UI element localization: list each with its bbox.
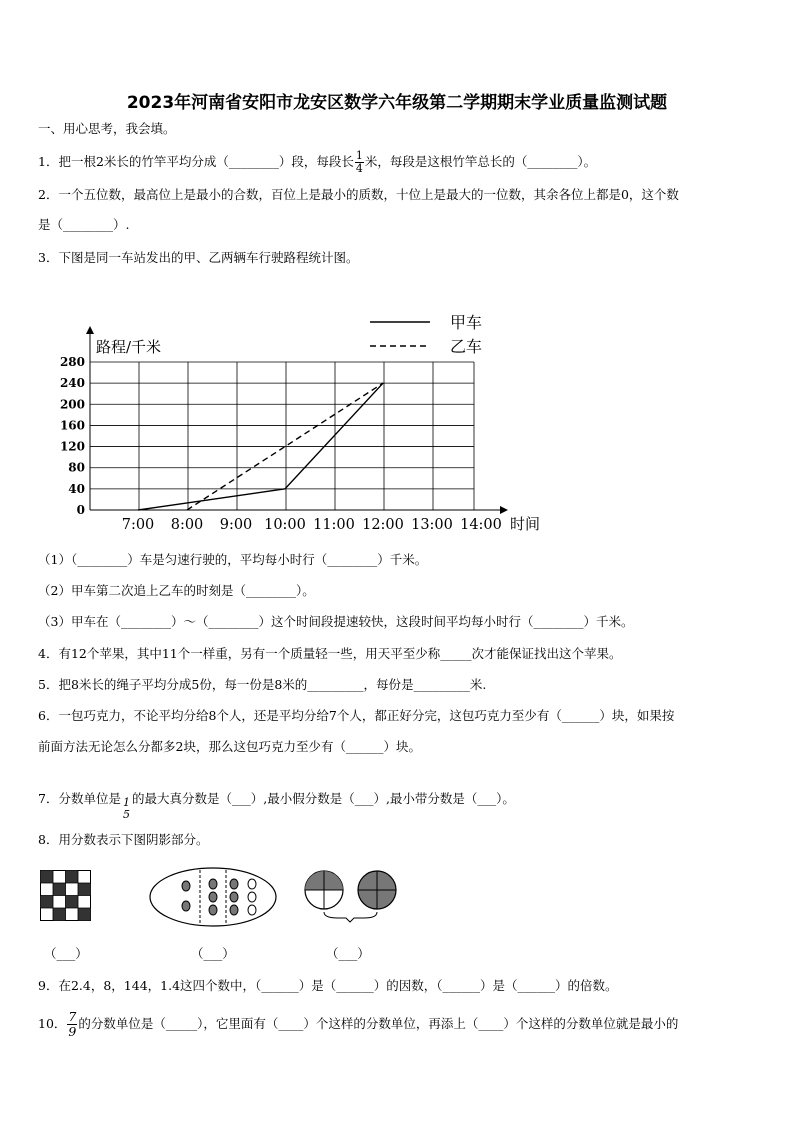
question-9: 9．在2.4，8，144，1.4这四个数中，（______）是（______）的因数，（______）是（______）的倍数。	[38, 978, 618, 993]
y-axis-label: 路程/千米	[96, 338, 162, 356]
y-tick-label: 200	[59, 397, 85, 412]
chart-legend	[370, 313, 482, 356]
y-tick-label: 40	[68, 481, 85, 496]
section-heading: 一、用心思考，我会填。	[38, 121, 176, 136]
x-tick-label: 13:00	[411, 517, 453, 533]
question-7: 7．分数单位是 1 5 的最大真分数是（___）,最小假分数是（___）,最小带分数是（___）。	[38, 791, 515, 821]
oval-dots-figure	[148, 866, 278, 928]
legend-label: 甲车	[450, 313, 483, 332]
y-axis-arrow	[86, 326, 94, 334]
question-8: 8．用分数表示下图阴影部分。	[38, 832, 209, 847]
question-3-part-1: （1）（________）车是匀速行驶的，平均每小时行（________）千米。	[38, 552, 428, 567]
y-tick-label: 240	[59, 376, 85, 391]
question-3-intro: 3．下图是同一车站发出的甲、乙两辆车行驶路程统计图。	[38, 250, 359, 265]
page-title: 2023年河南省安阳市龙安区数学六年级第二学期期末学业质量监测试题	[126, 93, 668, 113]
question-10: 10． $\frac{7}{9}$ 的分数单位是（_____），它里面有（____）个这样的分数单位，再添上（____）个这样的分数单位就是最小的	[38, 1009, 679, 1039]
question-2-line-1: 2．一个五位数，最高位上是最小的合数，百位上是最小的质数，十位上是最大的一位数，其余各位上都是0，这个数	[38, 187, 679, 202]
x-tick-labels	[122, 517, 502, 533]
question-5: 5．把8米长的绳子平均分成5份，每一份是8米的_________，每份是_________米.	[38, 677, 487, 692]
y-tick-label: 160	[59, 418, 85, 433]
y-tick-labels	[60, 355, 85, 517]
x-tick-label: 10:00	[264, 517, 306, 533]
question-6-line-2: 前面方法无论怎么分都多2块，那么这包巧克力至少有（______）块。	[38, 739, 421, 754]
fraction: $\frac{7}{9}$	[68, 1009, 77, 1039]
x-tick-label: 8:00	[170, 517, 204, 533]
y-tick-label: 80	[68, 460, 85, 475]
question-1: 1．把一根2米长的竹竿平均分成（________）段，每段长 $\frac{1}{4}$ 米，每段是这根竹竿总长的（________）。	[38, 149, 597, 175]
y-tick-label: 280	[59, 355, 85, 369]
x-axis-label: 时间	[510, 515, 541, 533]
y-tick-label: 120	[59, 439, 85, 454]
x-tick-label: 14:00	[460, 517, 502, 533]
legend-label: 乙车	[450, 337, 483, 356]
question-6-line-1: 6．一包巧克力，不论平均分给8个人，还是平均分给7个人，都正好分完，这包巧克力至少有（______）块，如果按	[38, 708, 675, 723]
two-circles-figure	[302, 868, 402, 928]
x-tick-label: 12:00	[362, 517, 404, 533]
fraction: 1 5	[122, 796, 130, 821]
y-tick-label: 0	[76, 503, 85, 517]
chart-grid	[90, 362, 474, 510]
question-3-part-3: （3）甲车在（________）～（________）这个时间段提速较快，这段时间平均每小时行（________）千米。	[38, 614, 634, 629]
question-3-part-2: （2）甲车第二次追上乙车的时刻是（________）。	[38, 583, 315, 598]
question-4: 4．有12个苹果，其中11个一样重，另有一个质量轻一些，用天平至少称_____次才能保证找出这个苹果。	[38, 646, 622, 661]
x-tick-label: 11:00	[313, 517, 355, 533]
answer-blank-figure-1[interactable]: （___）	[44, 946, 88, 961]
x-tick-label: 7:00	[121, 517, 155, 533]
x-axis-arrow	[500, 506, 508, 514]
checkered-square-figure	[40, 870, 92, 922]
answer-blank-figure-2[interactable]: （___）	[191, 946, 235, 961]
fraction: $\frac{1}{4}$	[355, 149, 363, 175]
answer-blank-figure-3[interactable]: （___）	[326, 946, 370, 961]
x-tick-label: 9:00	[219, 517, 253, 533]
distance-time-chart	[0, 300, 794, 540]
question-2-line-2: 是（________）.	[38, 217, 130, 232]
